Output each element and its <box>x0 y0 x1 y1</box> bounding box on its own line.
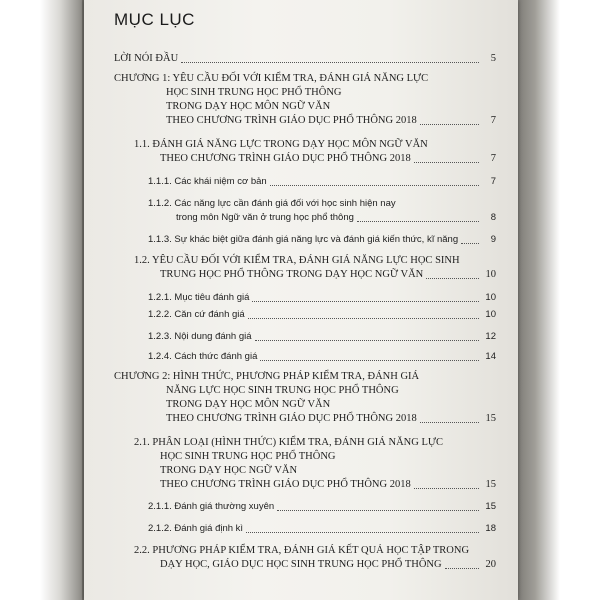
toc-entry-label: HỌC SINH TRUNG HỌC PHỔ THÔNG <box>160 451 336 462</box>
toc-entry-label: THEO CHƯƠNG TRÌNH GIÁO DỤC PHỔ THÔNG 2018 <box>166 115 417 126</box>
toc-entry-label: 1.2. YÊU CẦU ĐỐI VỚI KIỂM TRA, ĐÁNH GIÁ NĂNG LỰC HỌC SINH <box>134 255 460 266</box>
toc-entry-label: THEO CHƯƠNG TRÌNH GIÁO DỤC PHỔ THÔNG 2018 <box>160 479 411 490</box>
toc-entry-label: LỜI NÓI ĐẦU <box>114 53 179 64</box>
toc-entry-label: HỌC SINH TRUNG HỌC PHỔ THÔNG <box>166 87 342 98</box>
toc-entry-label: 2.1.2. Đánh giá định kì <box>148 523 244 534</box>
toc-leader <box>426 278 479 279</box>
toc-entry-2-2 <box>134 544 496 572</box>
toc-leader <box>255 340 479 341</box>
toc-leader <box>248 318 479 319</box>
toc-leader <box>260 360 479 361</box>
toc-page-number: 10 <box>485 309 496 320</box>
toc-page-number: 12 <box>485 331 496 342</box>
toc-entry-2-1-2 <box>148 522 496 536</box>
toc-page-number: 15 <box>485 479 496 490</box>
toc-leader <box>246 532 479 533</box>
toc-entry-1-2-2 <box>148 308 496 322</box>
toc-entry-label: 2.2. PHƯƠNG PHÁP KIỂM TRA, ĐÁNH GIÁ KẾT QUẢ HỌC TẬP TRONG <box>134 545 470 556</box>
toc-entry-2-1-1 <box>148 500 496 514</box>
background-left <box>0 0 82 600</box>
toc-entry-label: CHƯƠNG 2: HÌNH THỨC, PHƯƠNG PHÁP KIỂM TRA, ĐÁNH GIÁ <box>114 371 420 382</box>
toc-entry-label: TRONG DẠY HỌC MÔN NGỮ VĂN <box>166 101 331 112</box>
page-title: MỤC LỤC <box>114 10 195 29</box>
toc-page-number: 18 <box>485 523 496 534</box>
toc-entry-1-2-3 <box>148 330 496 344</box>
toc-page-number: 20 <box>485 559 496 570</box>
toc-entry-label: DẠY HỌC, GIÁO DỤC HỌC SINH TRUNG HỌC PHỔ THÔNG <box>160 559 442 570</box>
toc-leader <box>270 185 479 186</box>
toc-leader <box>461 243 479 244</box>
toc-page-number: 7 <box>490 115 496 126</box>
toc-entry-label: THEO CHƯƠNG TRÌNH GIÁO DỤC PHỔ THÔNG 2018 <box>160 153 411 164</box>
toc-entry-1-2 <box>134 254 496 282</box>
toc-entry-label: TRUNG HỌC PHỔ THÔNG TRONG DẠY HỌC NGỮ VĂN <box>160 269 424 280</box>
toc-entry-label: NĂNG LỰC HỌC SINH TRUNG HỌC PHỔ THÔNG <box>166 385 399 396</box>
toc-leader <box>414 162 479 163</box>
toc-page-number: 8 <box>490 212 496 223</box>
toc-entry-label: TRONG DẠY HỌC MÔN NGỮ VĂN <box>166 399 331 410</box>
toc-entry-label: 1.2.1. Mục tiêu đánh giá <box>148 292 250 303</box>
toc-page-number: 7 <box>490 153 496 164</box>
toc-entry-label: 1.2.3. Nội dung đánh giá <box>148 331 252 342</box>
toc-page-number: 7 <box>490 176 496 187</box>
toc-page-number: 10 <box>485 292 496 303</box>
toc-page-number: 15 <box>485 501 496 512</box>
toc-entry-1-2-1 <box>148 291 496 305</box>
toc-leader <box>420 422 479 423</box>
toc-entry-chapter-1 <box>114 72 496 128</box>
toc-entry-preface <box>114 52 496 66</box>
toc-entry-1-1-3 <box>148 233 496 247</box>
toc-leader <box>420 124 479 125</box>
toc-entry-label: TRONG DẠY HỌC NGỮ VĂN <box>160 465 298 476</box>
toc-page-number: 14 <box>485 351 496 362</box>
toc-entry-label: THEO CHƯƠNG TRÌNH GIÁO DỤC PHỔ THÔNG 2018 <box>166 413 417 424</box>
toc-entry-label: CHƯƠNG 1: YÊU CẦU ĐỐI VỚI KIỂM TRA, ĐÁNH GIÁ NĂNG LỰC <box>114 73 429 84</box>
toc-leader <box>357 221 479 222</box>
toc-page-number: 9 <box>490 234 496 245</box>
toc-entry-label: 1.1.3. Sự khác biệt giữa đánh giá năng lực và đánh giá kiến thức, kĩ năng <box>148 234 459 245</box>
toc-entry-label: 1.1.1. Các khái niệm cơ bản <box>148 176 267 187</box>
toc-entry-label: 1.1. ĐÁNH GIÁ NĂNG LỰC TRONG DẠY HỌC MÔN NGỮ VĂN <box>134 139 428 150</box>
toc-leader <box>414 488 479 489</box>
toc-leader <box>181 62 479 63</box>
toc-entry-label: 1.2.2. Căn cứ đánh giá <box>148 309 245 320</box>
toc-entry-1-1-2 <box>148 197 496 225</box>
toc-entry-chapter-2 <box>114 370 496 426</box>
toc-leader <box>252 301 479 302</box>
toc-entry-1-1-1 <box>148 175 496 189</box>
toc-page-number: 15 <box>485 413 496 424</box>
toc-leader <box>277 510 479 511</box>
toc-entry-label: 1.2.4. Cách thức đánh giá <box>148 351 258 362</box>
toc-entry-label: trong môn Ngữ văn ở trung học phổ thông <box>176 212 354 223</box>
toc-entry-label: 2.1.1. Đánh giá thường xuyên <box>148 501 275 512</box>
toc-page-number: 10 <box>485 269 496 280</box>
toc-entry-1-1 <box>134 138 496 166</box>
toc-entry-label: 2.1. PHÂN LOẠI (HÌNH THỨC) KIỂM TRA, ĐÁNH GIÁ NĂNG LỰC <box>134 437 444 448</box>
book-page <box>84 0 518 600</box>
toc-entry-1-2-4 <box>148 350 496 364</box>
toc-page-number: 5 <box>490 53 496 64</box>
background-right <box>518 0 600 600</box>
toc-entry-2-1 <box>134 436 496 492</box>
toc-leader <box>445 568 479 569</box>
toc-entry-label: 1.1.2. Các năng lực cần đánh giá đối với học sinh hiện nay <box>148 198 396 209</box>
